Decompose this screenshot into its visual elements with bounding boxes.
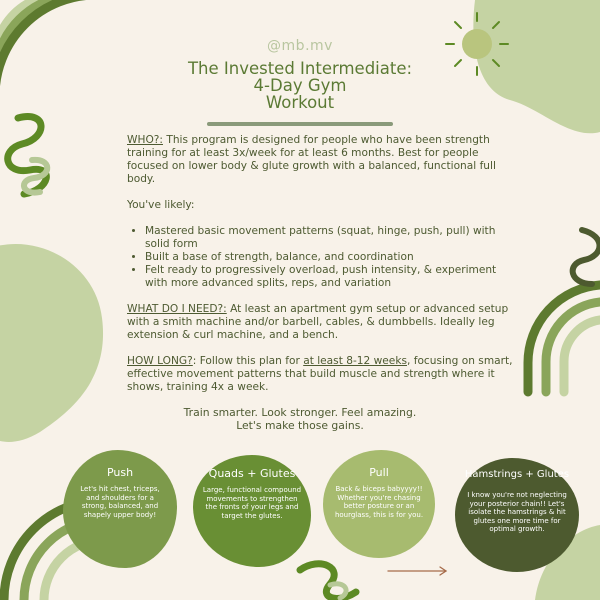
need-section [127, 303, 519, 342]
day-description: Large, functional compound movements to strengthen the fronts of your legs and target the glutes. [202, 486, 302, 520]
who-label: WHO?: [127, 134, 163, 146]
rainbow-arcs-right [528, 285, 600, 392]
day-description: Let's hit chest, triceps, and shoulders for a strong, balanced, and shapely upper body! [80, 485, 160, 519]
day-title: Hamstrings + Glutes [464, 469, 570, 480]
day-card-hamstrings-glutes [455, 458, 579, 572]
program-description [127, 134, 519, 407]
page-title [150, 60, 450, 111]
title-line: 4-Day Gym [253, 76, 347, 95]
need-label: WHAT DO I NEED?: [127, 303, 227, 315]
list-item: • Built a base of strength, balance, and coordination [145, 251, 519, 264]
how-long-text-before: : Follow this plan for [192, 355, 304, 367]
title-line: Workout [265, 93, 335, 112]
tagline-line: Let's make those gains. [236, 419, 364, 432]
likely-list [127, 225, 519, 290]
blob-top-right [473, 0, 600, 133]
how-long-emphasis: at least 8-12 weeks [303, 355, 407, 367]
day-card-pull [323, 450, 435, 558]
tagline-line: Train smarter. Look stronger. Feel amazing. [183, 406, 417, 419]
who-section [127, 134, 519, 186]
day-title: Push [106, 466, 134, 479]
social-handle: @mb.mv [267, 38, 333, 54]
need-text: At least an apartment gym setup or advanced setup with a smith machine and/or barbell, cables, & dumbbells. Ideally leg extension & curl machine, and a bench. [127, 303, 509, 341]
how-long-label: HOW LONG? [127, 355, 193, 367]
list-item: • Mastered basic movement patterns (squat, hinge, push, pull) with solid form [145, 225, 519, 251]
how-long-section [127, 355, 519, 394]
who-text: This program is designed for people who have been strength training for at least 3x/week for at least 6 months. Best for people focused on lower body & glute growth with a balanced, functional full body. [127, 134, 496, 185]
day-description: Back & biceps babyyyy!! Whether you're chasing better posture or an hourglass, this is for you. [334, 485, 424, 519]
tagline [0, 406, 600, 432]
day-card-push [63, 450, 177, 568]
day-title: Quads + Glutes [208, 467, 296, 480]
how-long-text-after: , focusing on smart, effective movement patterns that build muscle and strength where it shows, training 4x a week. [127, 355, 513, 393]
day-title: Pull [369, 466, 389, 479]
squiggle-right [573, 230, 600, 284]
arrow-right-icon [388, 567, 446, 575]
title-underline [207, 122, 393, 126]
day-description: I know you're not neglecting your posterior chain!! Let's isolate the hamstrings & hit glutes one more time for optimal growth. [467, 491, 567, 534]
list-item: • Felt ready to progressively overload, push intensity, & experiment with more advanced splits, reps, and variation [145, 264, 519, 290]
likely-intro: You've likely: [127, 199, 195, 211]
title-line: The Invested Intermediate: [187, 59, 413, 78]
